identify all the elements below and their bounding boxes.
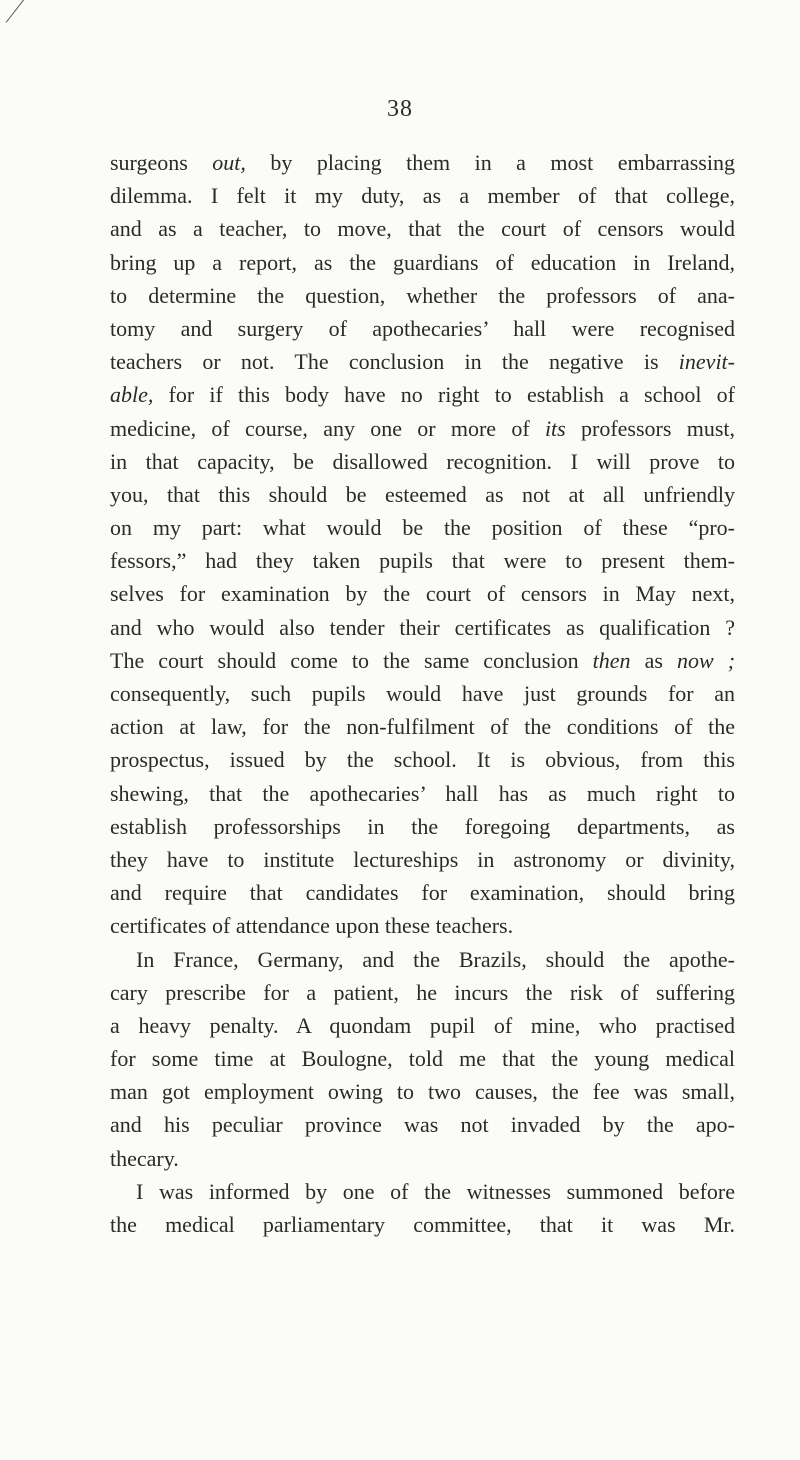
text-line [110,943,735,976]
text-line [110,743,735,776]
text-segment: you, that this should be esteemed as not at all unfriendly [110,481,735,507]
text-segment: establish professorships in the foregoing departments, as [110,813,735,839]
text-segment: thecary. [110,1145,179,1171]
text-segment: and his peculiar province was not invaded by the apo- [110,1112,735,1138]
text-line [110,212,735,245]
text-line [110,179,735,212]
text-segment: consequently, such pupils would have just grounds for an [110,681,735,706]
text-segment: the medical parliamentary committee, that it was Mr. [110,1212,735,1237]
page-corner-mark [0,0,40,40]
text-line [110,378,735,411]
text-segment: for if this body have no right to establish a school of [153,382,735,408]
text-line [110,412,735,445]
text-segment: shewing, that the apothecaries’ hall has as much right to [110,780,735,806]
text-line [110,777,735,810]
text-line [110,577,735,610]
text-line [110,1208,735,1241]
text-line [110,843,735,876]
text-line [110,909,735,942]
text-segment: selves for examination by the court of censors in May next, [110,581,735,607]
italic-text: then [592,647,631,673]
text-segment: action at law, for the non-fulfilment of the conditions of the [110,714,735,740]
text-line [110,976,735,1009]
text-segment: to determine the question, whether the professors of ana- [110,282,735,308]
text-line [110,677,735,710]
text-segment: professors must, [565,415,735,441]
text-segment: cary prescribe for a patient, he incurs the risk of suffering [110,979,735,1005]
text-line [110,478,735,511]
text-line [110,1142,735,1175]
text-segment: The court should come to the same conclusion [110,647,593,673]
text-segment: certificates of attendance upon these teachers. [110,913,514,939]
text-line [110,1108,735,1141]
text-segment: on my part: what would be the position of these “pro- [110,515,735,541]
text-line [110,279,735,312]
text-line [110,876,735,909]
page-number: 38 [387,96,413,122]
text-segment: and who would also tender their certificates as qualification ? [110,614,735,640]
italic-text: out, [212,150,246,175]
text-segment: they have to institute lectureships in astronomy or divinity, [110,846,735,872]
text-line [110,511,735,544]
text-segment: a heavy penalty. A quondam pupil of mine, who practised [110,1012,735,1038]
text-segment: teachers or not. The conclusion in the negative is [110,349,679,375]
text-segment: man got employment owing to two causes, the fee was small, [110,1079,735,1105]
text-line [110,611,735,644]
italic-text: now ; [676,647,736,673]
text-line [110,1075,735,1108]
text-segment: in that capacity, be disallowed recognition. I will prove to [110,448,735,474]
body-text [110,146,735,1241]
text-line [110,1042,735,1075]
text-line [110,810,735,843]
text-segment: fessors,” had they taken pupils that were to present them- [110,548,735,574]
text-segment: for some time at Boulogne, told me that the young medical [110,1046,735,1072]
text-line [110,312,735,345]
text-line [110,644,735,677]
text-line [110,146,735,179]
text-line [110,1009,735,1042]
text-line [110,1175,735,1208]
italic-text: inevit- [678,349,735,375]
text-segment: by placing them in a most embarrassing [245,150,735,175]
text-line [110,445,735,478]
text-line [110,345,735,378]
text-segment: prospectus, issued by the school. It is obvious, from this [110,747,735,773]
text-line [110,544,735,577]
text-segment: In France, Germany, and the Brazils, should the apothe- [136,946,735,972]
italic-text: its [544,415,566,441]
text-segment: and as a teacher, to move, that the court of censors would [110,216,735,242]
text-segment: medicine, of course, any one or more of [110,415,545,441]
text-segment: and require that candidates for examination, should bring [110,880,735,906]
text-segment: as [630,647,677,673]
text-segment: bring up a report, as the guardians of education in Ireland, [110,249,735,275]
text-segment: I was informed by one of the witnesses summoned before [136,1178,735,1204]
text-segment: surgeons [110,150,213,175]
text-line [110,246,735,279]
italic-text: able, [110,382,154,408]
text-segment: tomy and surgery of apothecaries’ hall were recognised [110,315,735,341]
text-segment: dilemma. I felt it my duty, as a member of that college, [110,183,735,209]
text-line [110,710,735,743]
